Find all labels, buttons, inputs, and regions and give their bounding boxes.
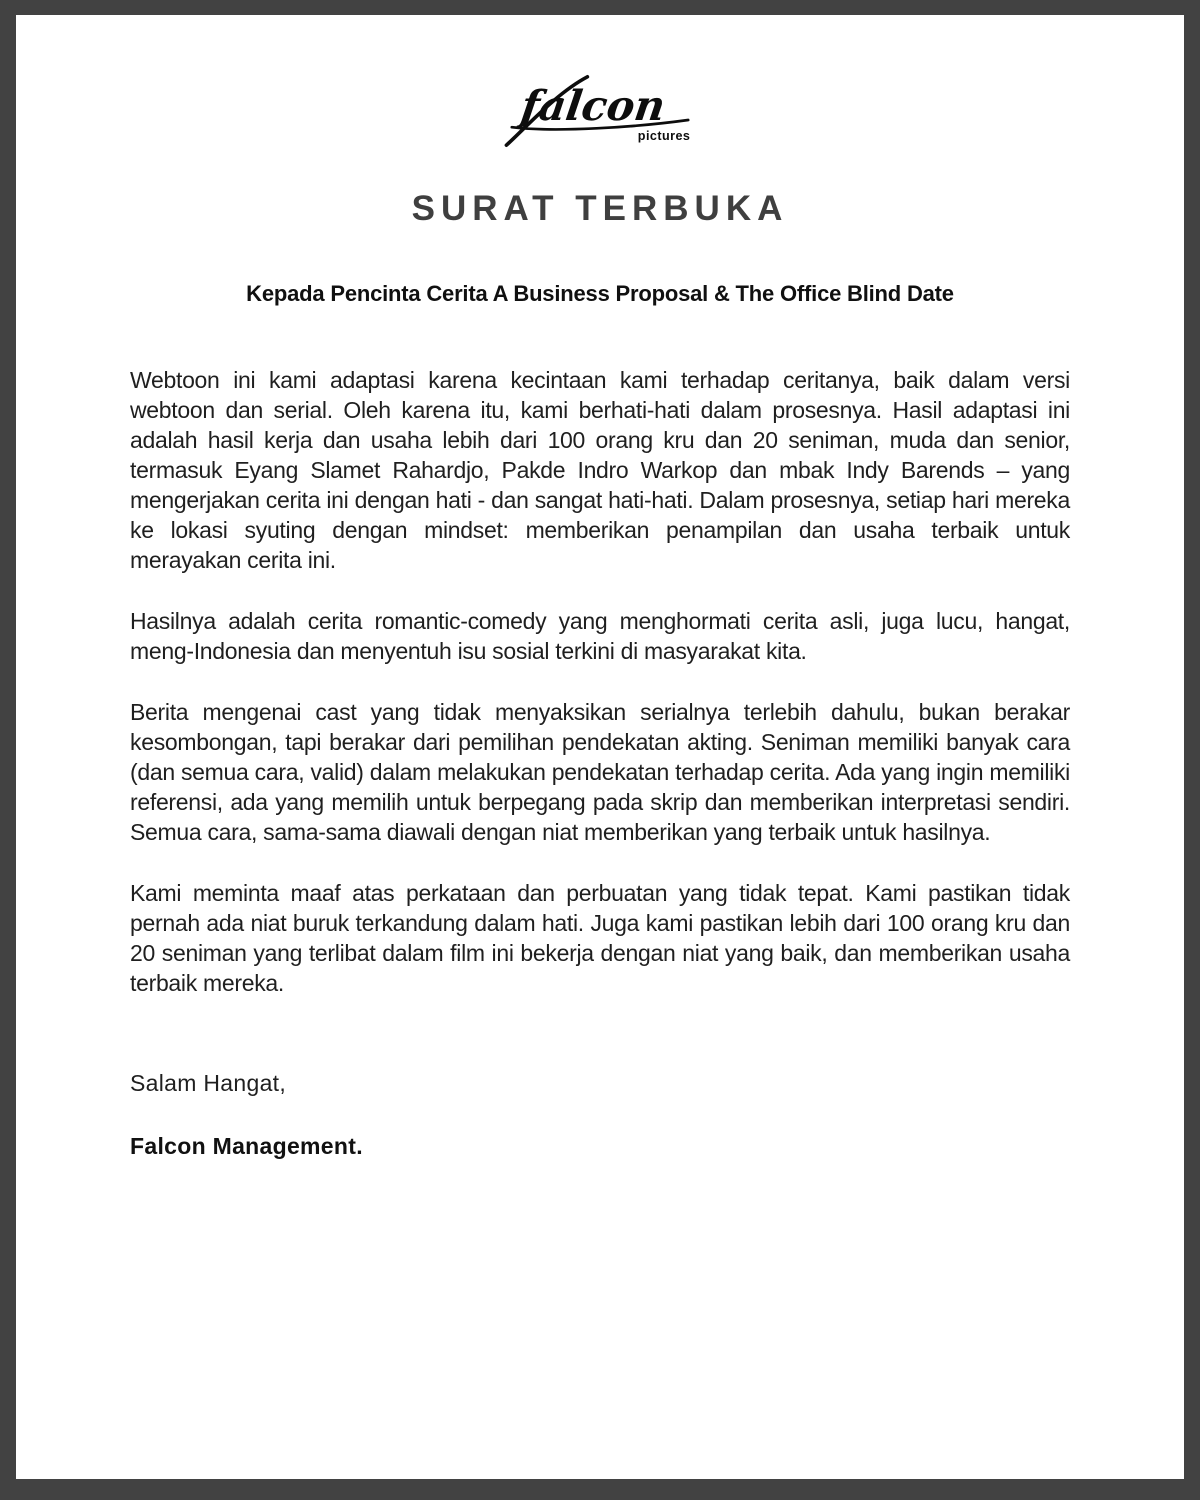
letter-page [16, 15, 1184, 1479]
letter-paragraph-4: Kami meminta maaf atas perkataan dan perbuatan yang tidak tepat. Kami pastikan tidak pernah ada niat buruk terkandung dalam hati. Juga kami pastikan lebih dari 100 orang kru dan 20 seniman yang terlibat dalam film ini bekerja dengan niat yang baik, dan memberikan usaha terbaik mereka. [130, 880, 1070, 996]
closing-salutation: Salam Hangat, [130, 1070, 287, 1096]
letter-body [130, 365, 1070, 998]
letter-subtitle: Kepada Pencinta Cerita A Business Proposal & The Office Blind Date [246, 281, 954, 306]
falcon-pictures-logo [130, 73, 1070, 151]
page-title: SURAT TERBUKA [411, 189, 789, 228]
letter-closing [130, 1070, 1070, 1160]
pictures-logo-text: pictures [637, 128, 691, 143]
letter-paragraph-1: Webtoon ini kami adaptasi karena kecintaan kami terhadap ceritanya, baik dalam versi webtoon dan serial. Oleh karena itu, kami berhati-hati dalam prosesnya. Hasil adaptasi ini adalah hasil kerja dan usaha lebih dari 100 orang kru dan 20 seniman, muda dan senior, termasuk Eyang Slamet Rahardjo, Pakde Indro Warkop dan mbak Indy Barends – yang mengerjakan cerita ini dengan hati - dan sangat hati-hati. Dalam prosesnya, setiap hari mereka ke lokasi syuting dengan mindset: memberikan penampilan dan usaha terbaik untuk merayakan cerita ini. [130, 367, 1070, 573]
letter-paragraph-3: Berita mengenai cast yang tidak menyaksikan serialnya terlebih dahulu, bukan berakar kesombongan, tapi berakar dari pemilihan pendekatan akting. Seniman memiliki banyak cara (dan semua cara, valid) dalam melakukan pendekatan terhadap cerita. Ada yang ingin memiliki referensi, ada yang memilih untuk berpegang pada skrip dan memberikan interpretasi sendiri. Semua cara, sama-sama diawali dengan niat memberikan yang terbaik untuk hasilnya. [130, 699, 1070, 845]
letter-paragraph-2: Hasilnya adalah cerita romantic-comedy yang menghormati cerita asli, juga lucu, hangat, meng-Indonesia dan menyentuh isu sosial terkini di masyarakat kita. [130, 608, 1070, 664]
falcon-logo-text: falcon [518, 81, 669, 130]
falcon-logo-icon [501, 73, 699, 149]
closing-signature: Falcon Management. [130, 1133, 363, 1159]
